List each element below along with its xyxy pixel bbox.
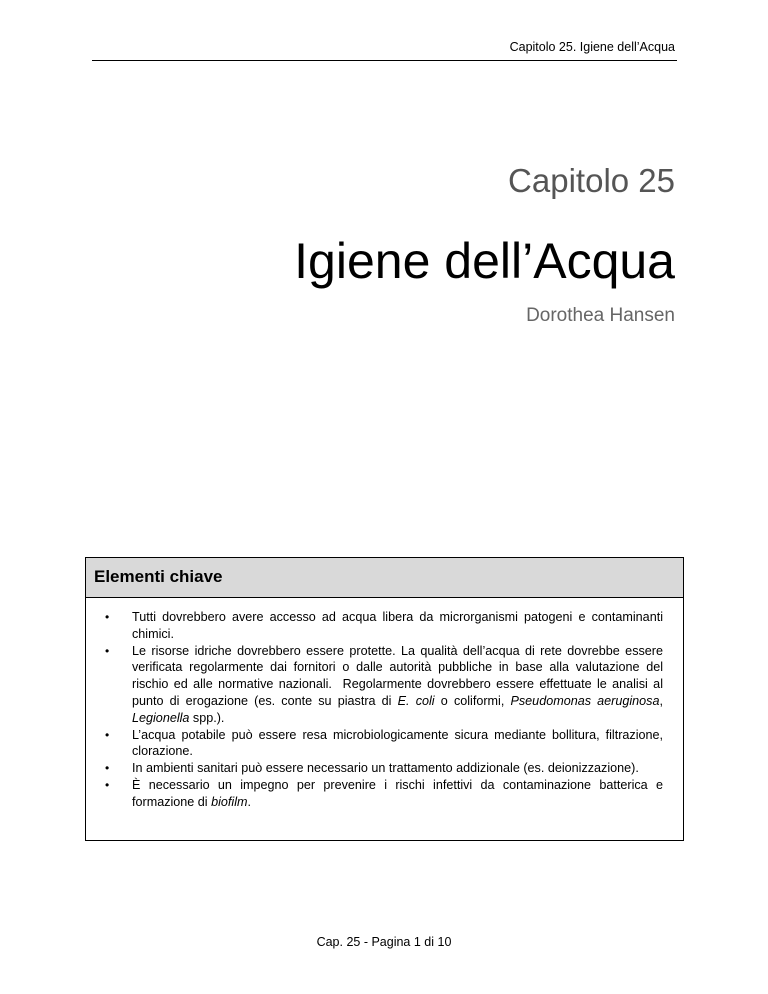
page-footer: Cap. 25 - Pagina 1 di 10: [316, 935, 452, 949]
key-points-list: [86, 598, 683, 811]
bullet-icon: •: [105, 777, 110, 792]
key-point-item: [105, 609, 663, 643]
key-points-heading: Elementi chiave: [86, 558, 683, 598]
chapter-title: Igiene dell’Acqua: [294, 233, 675, 289]
chapter-number: Capitolo 25: [508, 162, 675, 199]
running-header: Capitolo 25. Igiene dell’Acqua: [509, 40, 675, 54]
bullet-icon: •: [105, 643, 110, 658]
bullet-icon: •: [105, 610, 110, 624]
author-name: Dorothea Hansen: [526, 305, 675, 326]
key-point-item: [105, 643, 663, 727]
key-point-item: [105, 760, 663, 777]
key-points-box: [85, 557, 684, 841]
key-point-item: [105, 727, 663, 761]
key-point-text: In ambienti sanitari può essere necessario un trattamento addizionale (es. deionizzazione).: [132, 761, 639, 776]
bullet-icon: •: [105, 727, 110, 742]
header-rule: [92, 60, 677, 61]
key-point-text: Le risorse idriche dovrebbero essere protette. La qualità dell’acqua di rete dovrebbe essere verificata regolarmente dai fornitori o dalle autorità pubbliche in base alla valutazione del rischio ed alle normative nazionali. Regolarmente dovrebbero essere effettuate le analisi al punto di erogazione (es. conte su piastra di E. coli o coliformi, Pseudomonas aeruginosa, Legionella spp.).: [132, 643, 663, 725]
key-point-text: Tutti dovrebbero avere accesso ad acqua libera da microrganismi patogeni e contaminanti chimici.: [132, 610, 663, 641]
key-point-text: L’acqua potabile può essere resa microbiologicamente sicura mediante bollitura, filtrazione, clorazione.: [132, 727, 663, 759]
key-point-text: È necessario un impegno per prevenire i rischi infettivi da contaminazione batterica e formazione di biofilm.: [132, 777, 663, 809]
key-point-item: [105, 777, 663, 811]
bullet-icon: •: [105, 761, 110, 776]
